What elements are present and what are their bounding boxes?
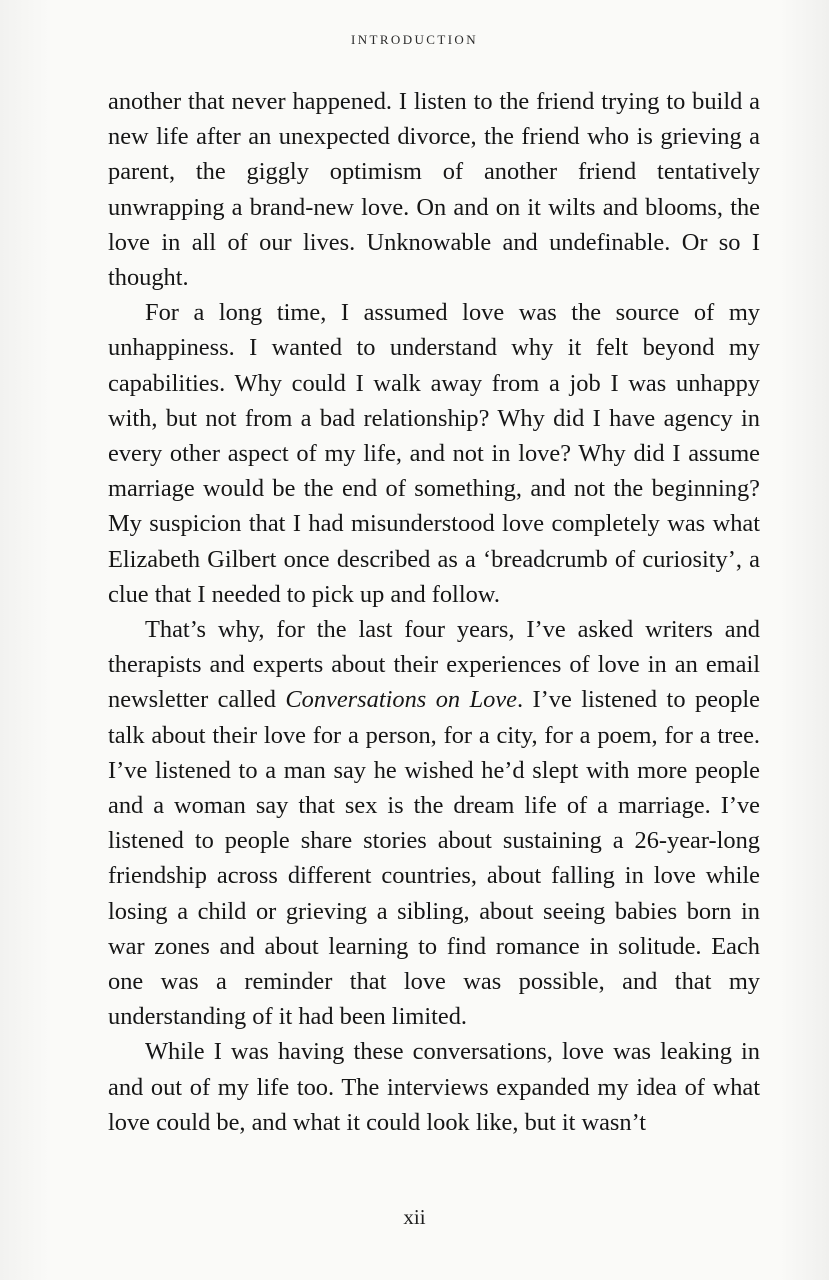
paragraph-3	[108, 612, 760, 1034]
paragraph-2: For a long time, I assumed love was the source of my unhappiness. I wanted to understand why it felt beyond my capabilities. Why could I walk away from a job I was unhappy with, but not from a bad relationship? Why did I have agency in every other aspect of my life, and not in love? Why did I assume marriage would be the end of something, and not the beginning? My suspicion that I had misunderstood love completely was what Elizabeth Gilbert once described as a ‘breadcrumb of curiosity’, a clue that I needed to pick up and follow.	[108, 299, 760, 608]
newsletter-title: Conversations on Love	[285, 686, 517, 714]
paragraph-3-text-start: That’s why, for the last four years, I’ve asked writers and therapists and experts about their experiences of love in an email newsletter called	[108, 616, 760, 714]
paragraph-4: While I was having these conversations, love was leaking in and out of my life too. The interviews expanded my idea of what love could be, and what it could look like, but it wasn’t	[108, 1038, 760, 1136]
paragraph-3-text-end: . I’ve listened to people talk about their love for a person, for a city, for a poem, for a tree. I’ve listened to a man say he wished he’d slept with more people and a woman say that sex is the dream life of a marriage. I’ve listened to people share stories about sustaining a 26-year-long friendship across different countries, about falling in love while losing a child or grieving a sibling, about seeing babies born in war zones and about learning to find romance in solitude. Each one was a reminder that love was possible, and that my understanding of it had been limited.	[108, 686, 760, 1031]
running-head: INTRODUCTION	[350, 32, 478, 47]
page-number: xii	[403, 1205, 426, 1229]
body-text	[108, 84, 760, 1140]
paragraph-1: another that never happened. I listen to the friend trying to build a new life after an unexpected divorce, the friend who is grieving a parent, the giggly optimism of another friend tentatively unwrapping a brand-new love. On and on it wilts and blooms, the love in all of our lives. Unknowable and undefinable. Or so I thought.	[108, 88, 760, 292]
